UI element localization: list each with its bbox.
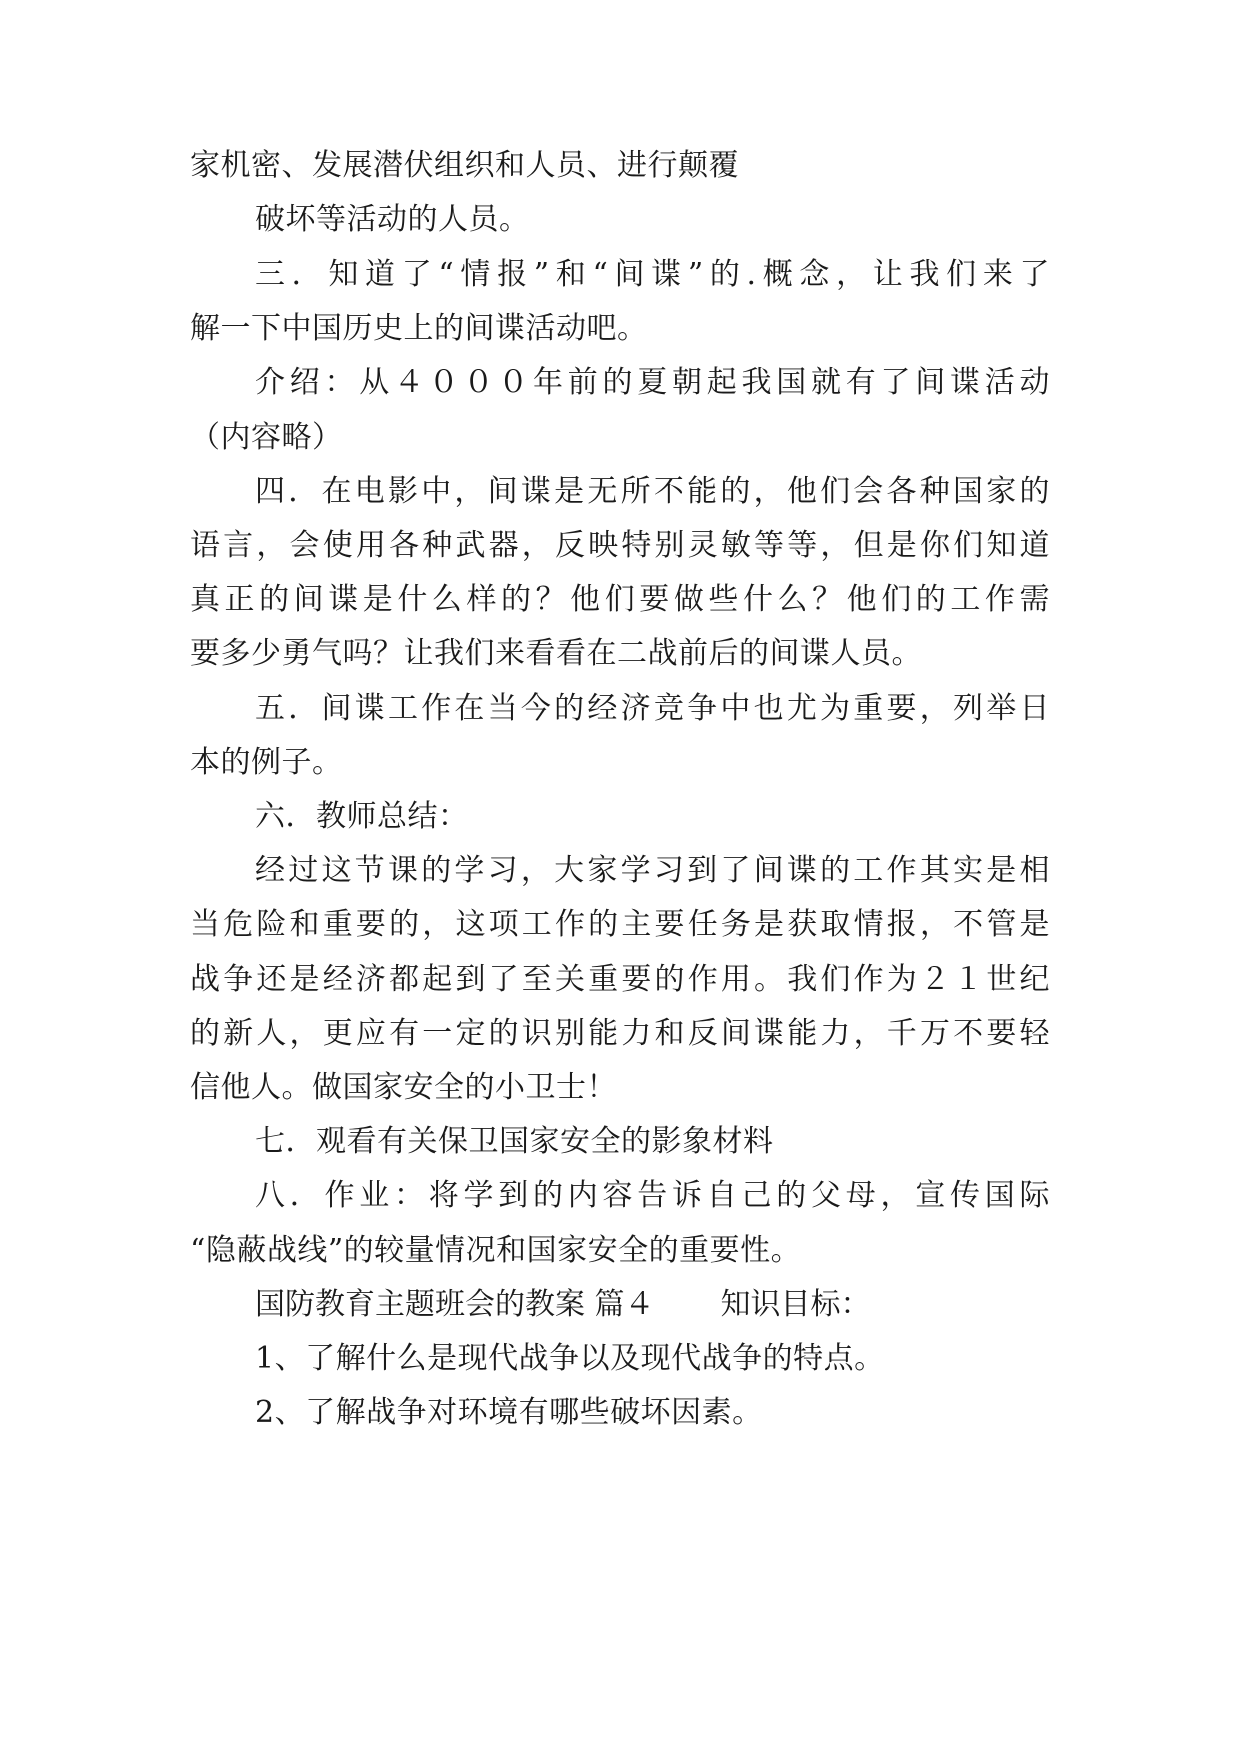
text-line: 战争还是经济都起到了至关重要的作用。我们作为２１世纪 <box>190 962 1050 997</box>
text-line: 信他人。做国家安全的小卫士！ <box>190 1070 617 1105</box>
text-line: 真正的间谍是什么样的？他们要做些什么？他们的工作需 <box>190 582 1050 617</box>
section-heading: 国防教育主题班会的教案 篇４ <box>255 1287 655 1322</box>
section-heading-line <box>255 1285 1050 1325</box>
text-line: “隐蔽战线”的较量情况和国家安全的重要性。 <box>190 1233 802 1268</box>
text-line: 语言，会使用各种武器，反映特别灵敏等等，但是你们知道 <box>190 528 1050 563</box>
text-line: 的新人，更应有一定的识别能力和反间谍能力，千万不要轻 <box>190 1016 1050 1051</box>
text-line: 破坏等活动的人员。 <box>255 202 530 237</box>
text-line: （内容略） <box>190 420 343 455</box>
goal-item: 1、了解什么是现代战争以及现代战争的特点。 <box>255 1341 885 1376</box>
text-line: 三．知道了“情报”和“间谍”的.概念，让我们来了 <box>255 257 1050 292</box>
text-line: 经过这节课的学习，大家学习到了间谍的工作其实是相 <box>255 853 1050 888</box>
text-line: 七．观看有关保卫国家安全的影象材料 <box>255 1124 774 1159</box>
text-line: 八．作业：将学到的内容告诉自己的父母，宣传国际 <box>255 1178 1050 1213</box>
text-line: 要多少勇气吗？让我们来看看在二战前后的间谍人员。 <box>190 636 922 671</box>
text-line: 当危险和重要的，这项工作的主要任务是获取情报，不管是 <box>190 907 1050 942</box>
text-line: 家机密、发展潜伏组织和人员、进行颠覆 <box>190 148 739 183</box>
text-line: 五．间谍工作在当今的经济竞争中也尤为重要，列举日 <box>255 691 1050 726</box>
text-line: 解一下中国历史上的间谍活动吧。 <box>190 311 648 346</box>
text-line: 四．在电影中，间谍是无所不能的，他们会各种国家的 <box>255 474 1050 509</box>
goal-item: 2、了解战争对环境有哪些破坏因素。 <box>255 1395 763 1430</box>
section-subheading: 知识目标： <box>720 1287 871 1322</box>
text-line: 介绍：从４０００年前的夏朝起我国就有了间谍活动 <box>255 365 1050 400</box>
text-line: 本的例子。 <box>190 745 343 780</box>
text-line: 六．教师总结： <box>255 799 469 834</box>
